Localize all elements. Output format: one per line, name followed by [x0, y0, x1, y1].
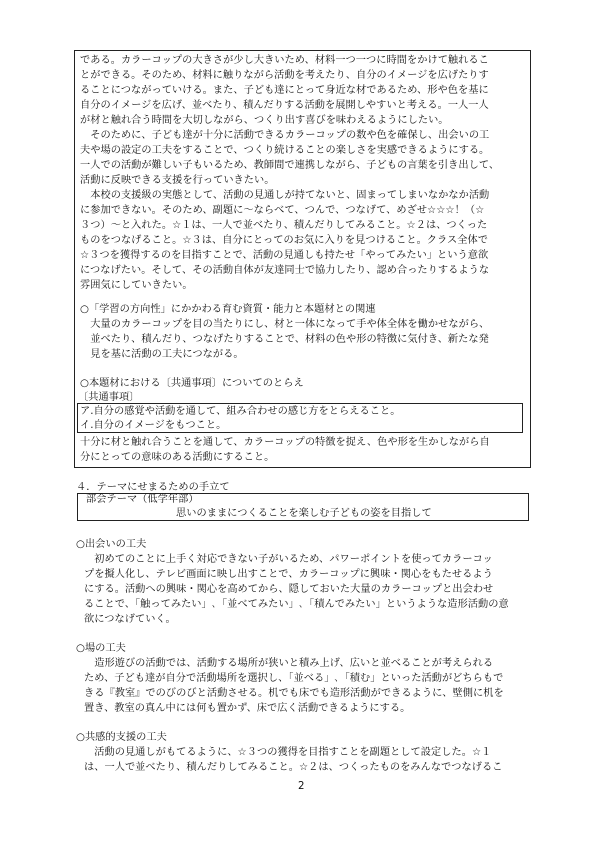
paragraph-line: ることで、「触ってみたい」､「並べてみたい」､「積んでみたい」というような造形活動の意 [84, 599, 509, 610]
section-line: 大量のカラーコップを目の当たりにし、材と一体になって手や体全体を働かせながら、 [80, 319, 490, 330]
section-line: 分にとっての意味のある活動にすること。 [80, 452, 275, 463]
paragraph-line: 初めてのことに上手く対応できない子がいるため、パワーポイントを使ってカラーコッ [84, 554, 493, 565]
paragraph-line: そのために、子ども達が十分に活動できるカラーコップの数や色を確保し、出会いの工 [80, 130, 490, 141]
subheading-place: ○場の工夫 [76, 643, 126, 654]
section-line: 十分に材と触れ合うことを通して、カラーコップの特徴を捉え、色や形を生かしながら自 [80, 437, 490, 448]
paragraph-line: とができる。そのため、材料に触りながら活動を考えたり、自分のイメージを広げたりす [80, 70, 489, 81]
paragraph-line: にする。活動への興味・関心を高めてから、隠しておいた大量のカラーコップと出会わせ [84, 584, 494, 595]
section-heading-common: ○本題材における〔共通事項〕についてのとらえ [80, 378, 304, 389]
paragraph-line: きる『教室』でのびのびと活動させる。机でも床でも造形活動ができるように、壁側に机を [84, 688, 504, 699]
paragraph-line: 造形遊びの活動では、活動する場所が狭いと積み上げ、広いと並べることが考えられる [84, 658, 494, 669]
paragraph-line: につなげたい。そして、その活動自体が友達同士で協力したり、認め合ったりするような [80, 265, 490, 276]
paragraph-line: ものをつなげること。☆３は、自分にとってのお気に入りを見つけること。クラス全体で [80, 235, 488, 246]
subheading-empathetic-support: ○共感的支援の工夫 [76, 732, 167, 743]
paragraph-line: 夫や場の設定の工夫をすることで、つくり続けることの楽しさを実感できるようにする。 [80, 145, 490, 156]
section-line: 並べたり、積んだり、つなげたりすることで、材料の色や形の特徴に気付き、新たな発 [80, 334, 489, 345]
common-item: イ.自分のイメージをもつこと。 [80, 420, 227, 431]
paragraph-line: ☆３つを獲得するのを目指すことで、活動の見通しも持たせ「やってみたい」という意欲 [80, 250, 489, 261]
common-items-label: 〔共通事項〕 [78, 392, 140, 403]
section-line: 見を基に活動の工夫につながる。 [80, 349, 244, 360]
paragraph-line: 活動に反映できる支援を行っていきたい。 [80, 175, 275, 186]
page-number: 2 [298, 781, 305, 792]
paragraph-line: 自分のイメージを広げ、並べたり、積んだりする活動を展開しやすいと考える。一人一人 [80, 100, 489, 111]
paragraph-line: が材と触れ合う時間を大切しながら、つくり出す喜びを味わえるようにしたい。 [80, 115, 449, 126]
paragraph-line: 置き、教室の真ん中には何も置かず、床で広く活動できるようにする。 [84, 703, 411, 714]
paragraph-line: は、一人で並べたり、積んだりしてみること。☆２は、つくったものをみんなでつなげるこ [84, 762, 503, 773]
paragraph-line: である。カラーコップの大きさが少し大きいため、材料一つ一つに時間をかけて触れるこ [80, 55, 489, 66]
theme-label: 部会テーマ（低学年部） [86, 494, 199, 505]
paragraph-line: に参加できない。そのため、副題に～ならべて、つんで、つなげて、めざせ☆☆☆！（☆ [80, 205, 485, 216]
paragraph-line: 一人での活動が難しい子もいるため、教師間で連携しながら、子どもの言葉を引き出して、 [80, 160, 500, 171]
section-heading-direction: ○「学習の方向性」にかかわる育む資質・能力と本題材との関連 [80, 304, 376, 315]
paragraph-line: プを擬人化し、テレビ画面に映し出すことで、カラーコップに興味・関心をもたせるよう [84, 569, 493, 580]
theme-text: 思いのままにつくることを楽しむ子どもの姿を目指して [176, 508, 432, 519]
paragraph-line: ３つ）～と入れた。☆１は、一人で並べたり、積んだりしてみること。☆２は、つくった [80, 220, 488, 231]
paragraph-line: 本校の支援級の実態として、活動の見通しが持てないと、固まってしまいなかなか活動 [80, 190, 490, 201]
section-4-heading: ４．テーマにせまるための手立て [76, 482, 230, 493]
paragraph-line: 欲につなげていく。 [84, 614, 176, 625]
paragraph-line: 雰囲気にしていきたい。 [80, 280, 193, 291]
paragraph-line: ることにつながっていける。また、子ども達にとって身近な材であるため、形や色を基に [80, 85, 489, 96]
common-item: ア.自分の感覚や活動を通して、組み合わせの感じ方をとらえること。 [80, 406, 401, 417]
paragraph-line: 活動の見通しがもてるように、☆３つの獲得を目指すことを副題として設定した。☆１ [84, 747, 492, 758]
subheading-encounter: ○出会いの工夫 [76, 539, 147, 550]
paragraph-line: ため、子ども達が自分で活動場所を選択し、「並べる」､「積む」といった活動がどちらもで [84, 673, 504, 684]
